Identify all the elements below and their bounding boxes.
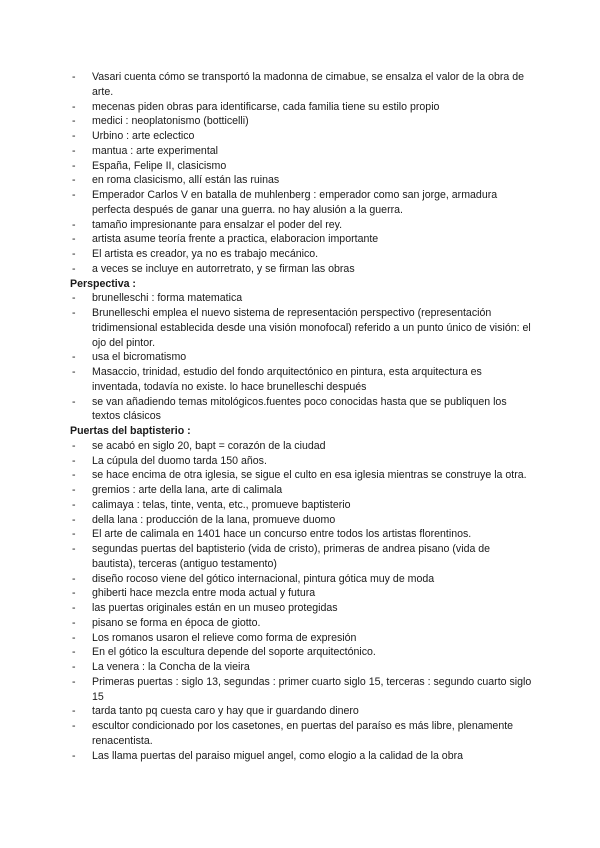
bullet-dash: - (72, 675, 76, 688)
list-item: - mantua : arte experimental (72, 144, 219, 157)
bullet-dash: - (72, 366, 76, 378)
list-item: - El artista es creador, ya no es trabajo mecánico. (72, 248, 319, 260)
list-item: - a veces se incluye en autorretrato, y se firman las obras (72, 262, 355, 275)
list-item: - segundas puertas del baptisterio (vida de cristo), primeras de andrea pisano (vida de bautista), terceras (antiguo testamento) (72, 543, 491, 570)
list-item: - Urbino : arte eclectico (72, 130, 195, 142)
bullet-dash: - (72, 292, 76, 305)
section-perspectiva (72, 277, 532, 425)
list-item: - se hace encima de otra iglesia, se sigue el culto en esa iglesia mientras se construye la otra. (72, 469, 527, 482)
bullet-dash: - (72, 307, 76, 319)
bullet-dash: - (72, 513, 76, 526)
bullet-dash: - (72, 395, 76, 408)
list-item: - ghiberti hace mezcla entre moda actual y futura (72, 587, 316, 600)
list-item: - artista asume teoría frente a practica, elaboracion importante (72, 233, 379, 246)
bullet-dash: - (72, 528, 76, 541)
bullet-dash: - (72, 189, 76, 201)
bullet-dash: - (72, 174, 76, 187)
list-item: - El arte de calimala en 1401 hace un concurso entre todos los artistas florentinos. (72, 528, 472, 541)
bullet-dash: - (72, 233, 76, 246)
list-item: - se acabó en siglo 20, bapt = corazón de la ciudad (72, 439, 326, 452)
list-item: - tarda tanto pq cuesta caro y hay que ir guardando dinero (72, 705, 359, 718)
section-intro (72, 70, 532, 277)
bullet-dash: - (72, 439, 76, 452)
bullet-dash: - (72, 454, 76, 467)
bullet-dash: - (72, 543, 76, 555)
bullet-dash: - (72, 71, 76, 83)
bullet-dash: - (72, 144, 76, 157)
bullet-dash: - (72, 218, 76, 231)
list-item: - calimaya : telas, tinte, venta, etc., promueve baptisterio (72, 498, 351, 511)
list-item: - Emperador Carlos V en batalla de muhlenberg : emperador como san jorge, armadura perfecta después de ganar una guerra. no hay alusión a la guerra. (72, 189, 498, 216)
bullet-dash: - (72, 602, 76, 614)
bullet-dash: - (72, 115, 76, 128)
list-item: - della lana : producción de la lana, promueve duomo (72, 513, 336, 526)
list-item: - gremios : arte della lana, arte di calimala (72, 484, 283, 496)
list-item: - Brunelleschi emplea el nuevo sistema de representación perspectivo (representación tridimensional establecida desde una visión monofocal) referido a un punto único de visión: el ojo del pintor. (72, 307, 531, 349)
list-item: - En el gótico la escultura depende del soporte arquitectónico. (72, 646, 376, 659)
section-heading: Puertas del baptisterio : (70, 425, 191, 437)
bullet-dash: - (72, 159, 76, 172)
bullet-dash: - (72, 130, 76, 142)
list-item: - escultor condicionado por los casetones, en puertas del paraíso es más libre, plenamente renacentista. (72, 720, 514, 747)
list-item: - en roma clasicismo, allí están las ruinas (72, 174, 280, 187)
list-item: - brunelleschi : forma matematica (72, 292, 243, 305)
document-content (72, 70, 532, 763)
list-item: - Primeras puertas : siglo 13, segundas : primer cuarto siglo 15, terceras : segundo cuarto siglo 15 (72, 675, 532, 703)
bullet-dash: - (72, 469, 76, 482)
section-heading: Perspectiva : (70, 277, 136, 290)
bullet-dash: - (72, 351, 76, 364)
bullet-dash: - (72, 646, 76, 659)
bullet-dash: - (72, 720, 76, 732)
bullet-dash: - (72, 616, 76, 629)
bullet-dash: - (72, 100, 76, 113)
bullet-dash: - (72, 749, 76, 762)
bullet-dash: - (72, 661, 76, 673)
list-item: - La venera : la Concha de la vieira (72, 661, 250, 673)
list-item: - las puertas originales están en un museo protegidas (72, 602, 338, 614)
list-item: - usa el bicromatismo (72, 351, 187, 364)
list-item: - pisano se forma en época de giotto. (72, 616, 261, 629)
bullet-dash: - (72, 484, 76, 496)
list-item: - Vasari cuenta cómo se transportó la madonna de cimabue, se ensalza el valor de la obra de arte. (72, 71, 525, 98)
list-item: - Masaccio, trinidad, estudio del fondo arquitectónico en pintura, esta arquitectura es inventada, todavía no existe. lo hace brunelleschi después (72, 366, 482, 393)
bullet-dash: - (72, 572, 76, 585)
list-item: - se van añadiendo temas mitológicos.fuentes poco conocidas hasta que se publiquen los textos clásicos (72, 395, 507, 423)
bullet-dash: - (72, 262, 76, 275)
list-item: - España, Felipe II, clasicismo (72, 159, 227, 172)
list-item: - Las llama puertas del paraiso miguel angel, como elogio a la calidad de la obra (72, 749, 464, 762)
bullet-dash: - (72, 631, 76, 644)
bullet-dash: - (72, 705, 76, 718)
list-item: - mecenas piden obras para identificarse, cada familia tiene su estilo propio (72, 100, 440, 113)
list-item: - tamaño impresionante para ensalzar el poder del rey. (72, 218, 343, 231)
list-item: - Los romanos usaron el relieve como forma de expresión (72, 631, 357, 644)
list-item: - medici : neoplatonismo (botticelli) (72, 115, 249, 128)
bullet-dash: - (72, 498, 76, 511)
list-item: - La cúpula del duomo tarda 150 años. (72, 454, 267, 467)
bullet-dash: - (72, 248, 76, 260)
bullet-dash: - (72, 587, 76, 600)
section-puertas-baptisterio (72, 424, 532, 763)
list-item: - diseño rocoso viene del gótico internacional, pintura gótica muy de moda (72, 572, 435, 585)
